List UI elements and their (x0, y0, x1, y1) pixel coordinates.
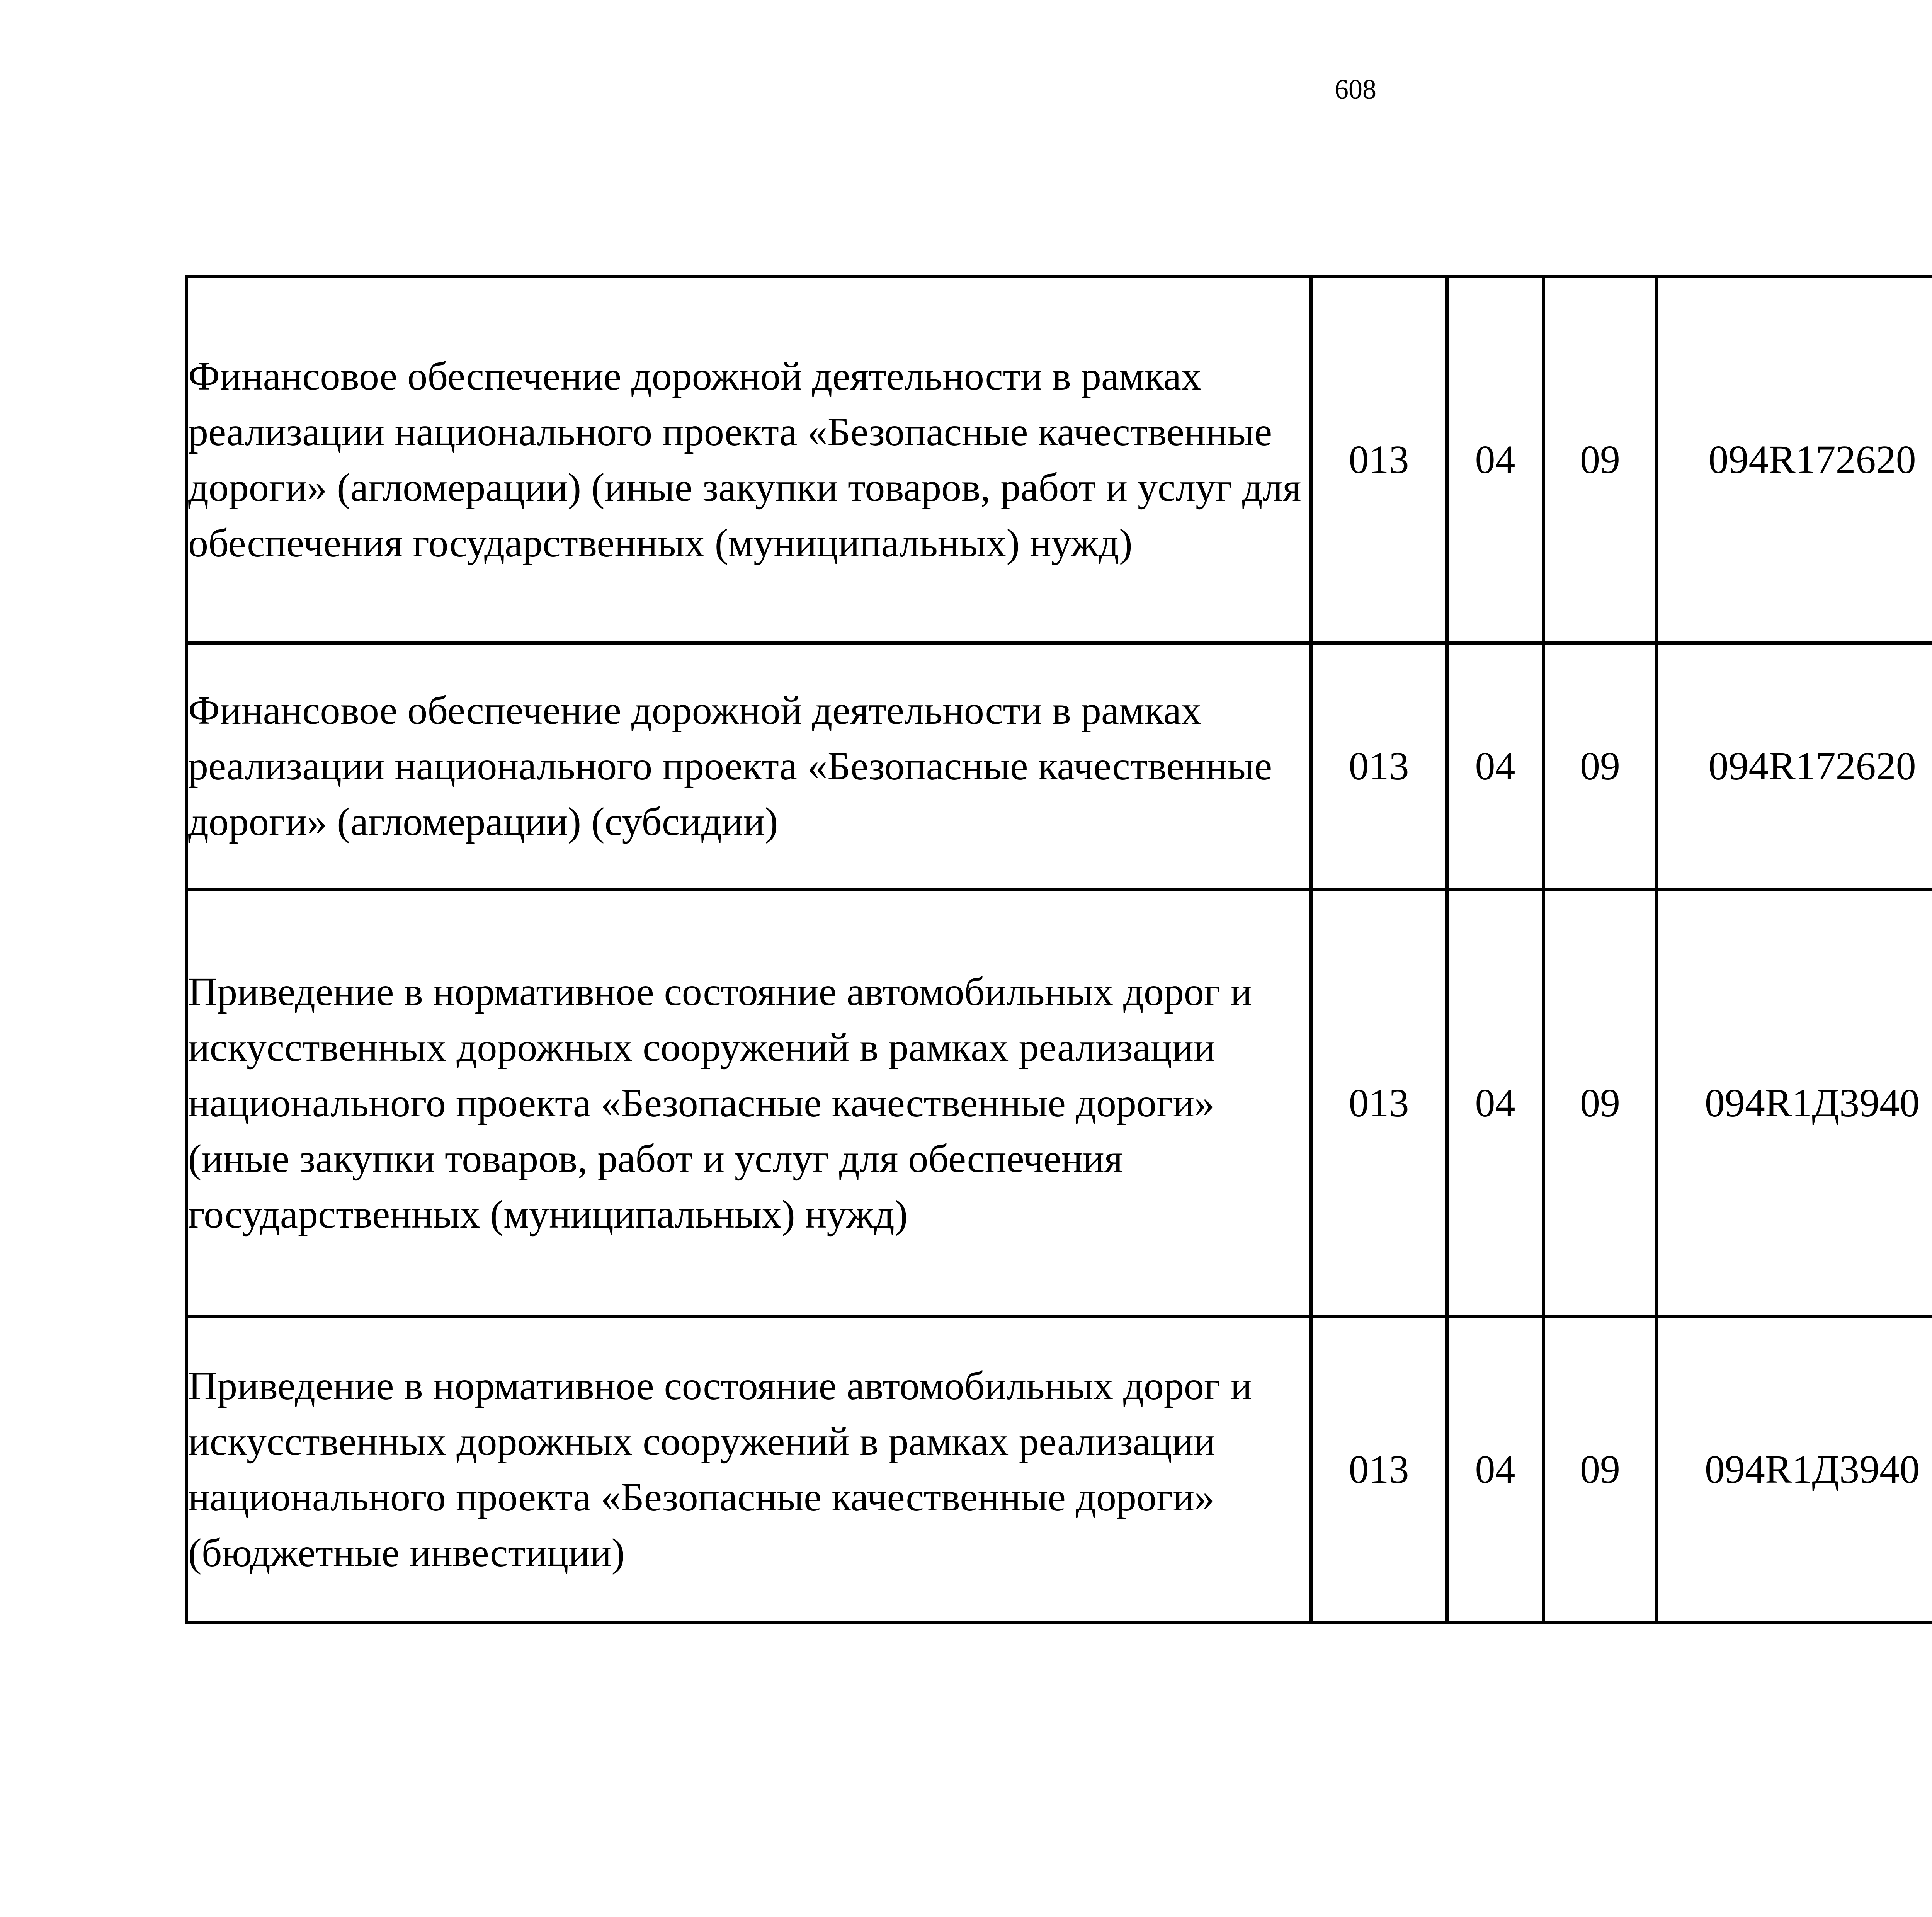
row-description: Финансовое обеспечение дорожной деятельности в рамках реализации национального проекта «Безопасные качественные дороги» (агломерации) (иные закупки товаров, работ и услуг для обеспечения государственных (муниципальных) нужд) (187, 277, 1311, 643)
row-description: Приведение в нормативное состояние автомобильных дорог и искусственных дорожных сооружений в рамках реализации национального проекта «Безопасные качественные дороги» (иные закупки товаров, работ и услуг для обеспечения государственных (муниципальных) нужд) (187, 890, 1311, 1317)
target-article-code: 094R1Д3940 (1657, 890, 1932, 1317)
row-description: Приведение в нормативное состояние автомобильных дорог и искусственных дорожных сооружений в рамках реализации национального проекта «Безопасные качественные дороги» (бюджетные инвестиции) (187, 1317, 1311, 1623)
table-row (187, 643, 1932, 890)
page-number: 608 (1335, 74, 1376, 105)
ministry-code: 013 (1311, 277, 1447, 643)
ministry-code: 013 (1311, 643, 1447, 890)
subsection-code: 09 (1544, 890, 1657, 1317)
subsection-code: 09 (1544, 1317, 1657, 1623)
row-description: Финансовое обеспечение дорожной деятельности в рамках реализации национального проекта «Безопасные качественные дороги» (агломерации) (субсидии) (187, 643, 1311, 890)
target-article-code: 094R172620 (1657, 277, 1932, 643)
target-article-code: 094R1Д3940 (1657, 1317, 1932, 1623)
table-row (187, 1317, 1932, 1623)
section-code: 04 (1447, 643, 1544, 890)
ministry-code: 013 (1311, 1317, 1447, 1623)
table-row (187, 277, 1932, 643)
ministry-code: 013 (1311, 890, 1447, 1317)
section-code: 04 (1447, 1317, 1544, 1623)
section-code: 04 (1447, 277, 1544, 643)
subsection-code: 09 (1544, 277, 1657, 643)
section-code: 04 (1447, 890, 1544, 1317)
target-article-code: 094R172620 (1657, 643, 1932, 890)
table-row (187, 890, 1932, 1317)
budget-table (185, 275, 1932, 1624)
subsection-code: 09 (1544, 643, 1657, 890)
